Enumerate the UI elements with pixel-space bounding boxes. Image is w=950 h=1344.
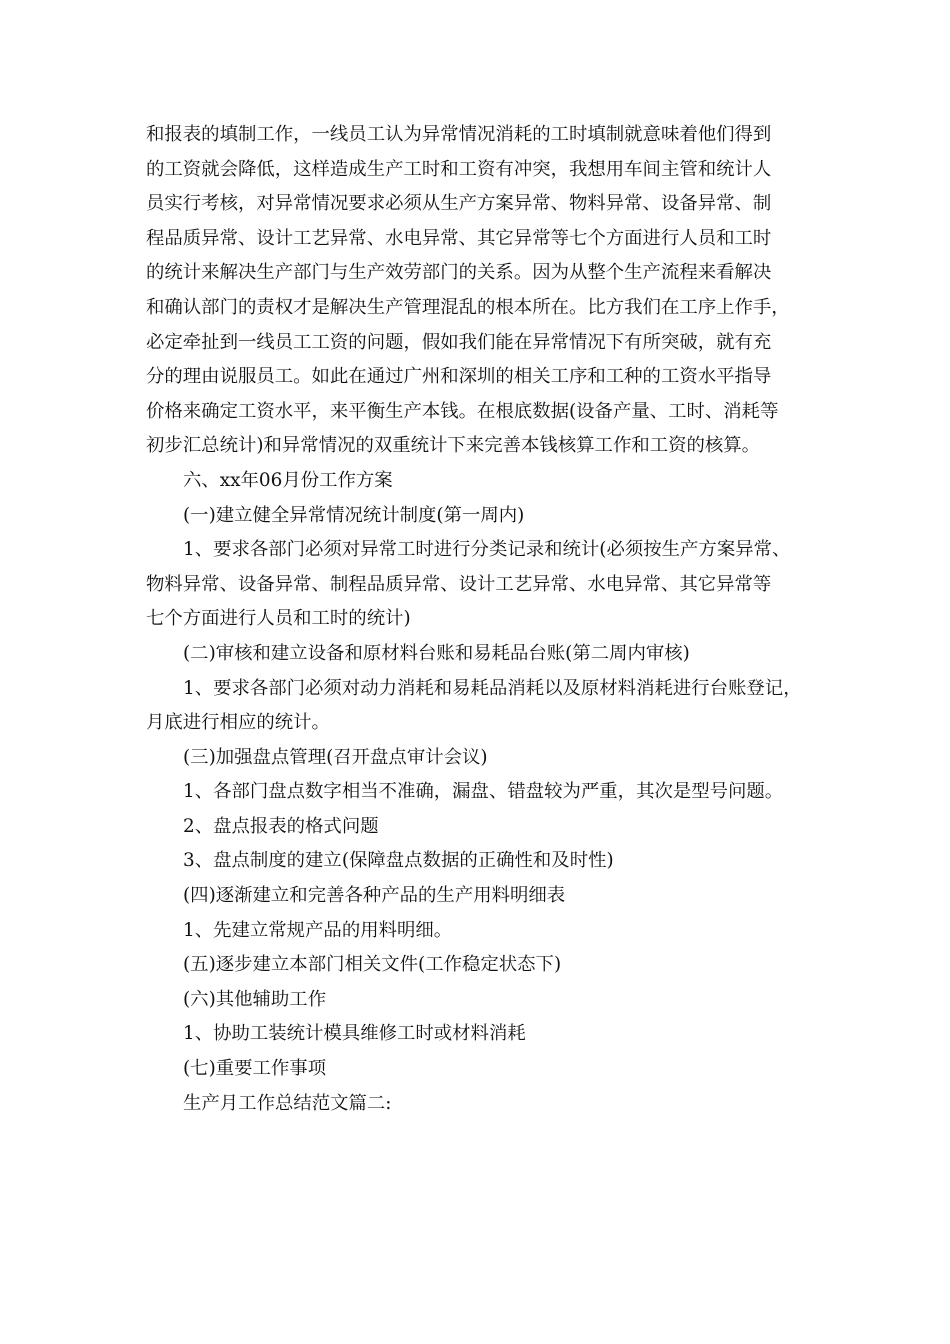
paragraph-line: 的统计来解决生产部门与生产效劳部门的关系。因为从整个生产流程来看解决 (146, 262, 772, 284)
paragraph-line: 必定牵扯到一线员工工资的问题，假如我们能在异常情况下有所突破，就有充 (146, 331, 772, 353)
item-1-line: 七个方面进行人员和工时的统计) (146, 608, 411, 630)
item-4-heading: (四)逐渐建立和完善各种产品的生产用料明细表 (183, 885, 566, 907)
paragraph-line: 价格来确定工资水平，来平衡生产本钱。在根底数据(设备产量、工时、消耗等 (146, 400, 779, 422)
document-body (146, 118, 816, 1121)
item-3-point: 1、各部门盘点数字相当不准确，漏盘、错盘较为严重，其次是型号问题。 (183, 781, 784, 803)
item-3-point: 3、盘点制度的建立(保障盘点数据的正确性和及时性) (183, 850, 614, 872)
paragraph-line: 程品质异常、设计工艺异常、水电异常、其它异常等七个方面进行人员和工时 (146, 227, 772, 249)
item-1-line: 物料异常、设备异常、制程品质异常、设计工艺异常、水电异常、其它异常等 (146, 573, 772, 595)
item-3-heading: (三)加强盘点管理(召开盘点审计会议) (183, 746, 488, 768)
item-5-heading: (五)逐步建立本部门相关文件(工作稳定状态下) (183, 954, 562, 976)
paragraph-line: 分的理由说服员工。如此在通过广州和深圳的相关工序和工种的工资水平指导 (146, 366, 772, 388)
paragraph-line: 和确认部门的责权才是解决生产管理混乱的根本所在。比方我们在工序上作手， (146, 296, 790, 318)
item-2-line: 1、要求各部门必须对动力消耗和易耗品消耗以及原材料消耗进行台账登记， (183, 677, 802, 699)
paragraph-line: 员实行考核，对异常情况要求必须从生产方案异常、物料异常、设备异常、制 (146, 193, 772, 215)
paragraph-line: 的工资就会降低，这样造成生产工时和工资有冲突，我想用车间主管和统计人 (146, 158, 772, 180)
item-6-point: 1、协助工装统计模具维修工时或材料消耗 (183, 1023, 526, 1045)
item-3-point: 2、盘点报表的格式问题 (183, 815, 379, 837)
section-heading: 六、xx年06月份工作方案 (183, 469, 393, 491)
item-7-heading: (七)重要工作事项 (183, 1058, 327, 1080)
paragraph-line: 初步汇总统计)和异常情况的双重统计下来完善本钱核算工作和工资的核算。 (146, 435, 761, 457)
item-6-heading: (六)其他辅助工作 (183, 988, 327, 1010)
item-2-heading: (二)审核和建立设备和原材料台账和易耗品台账(第二周内审核) (183, 642, 690, 664)
item-2-line: 月底进行相应的统计。 (146, 712, 330, 734)
paragraph-line: 和报表的填制工作，一线员工认为异常情况消耗的工时填制就意味着他们得到 (146, 124, 772, 145)
item-1-heading: (一)建立健全异常情况统计制度(第一周内) (183, 504, 525, 526)
next-article-title: 生产月工作总结范文篇二: (183, 1092, 392, 1114)
item-1-line: 1、要求各部门必须对异常工时进行分类记录和统计(必须按生产方案异常、 (183, 539, 791, 561)
item-4-point: 1、先建立常规产品的用料明细。 (183, 919, 453, 941)
